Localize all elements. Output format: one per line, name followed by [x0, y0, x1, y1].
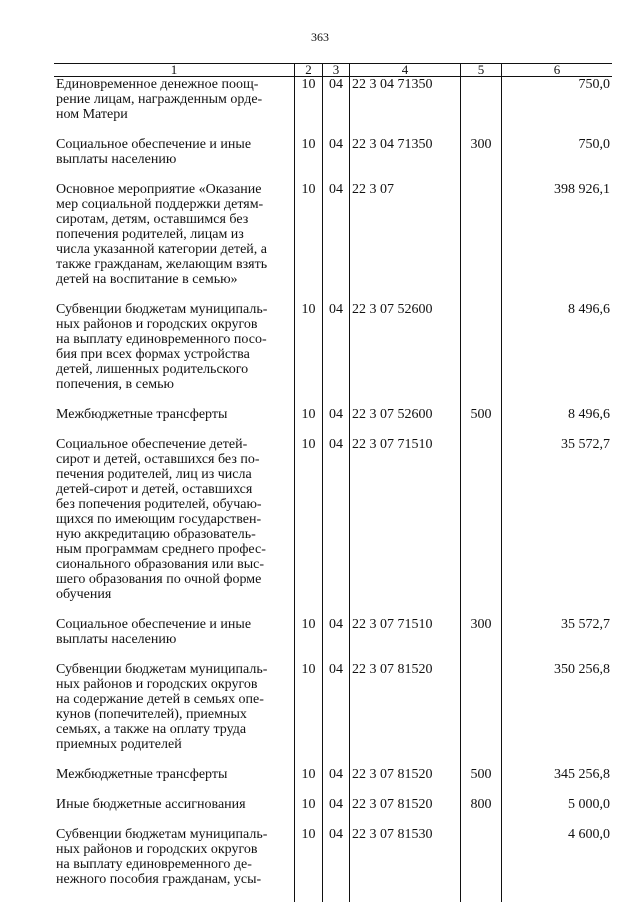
cell-pr — [323, 797, 350, 827]
row-name-line: ных районов и городских округов — [56, 677, 258, 692]
row-name-line: числа указанной категории детей, а — [56, 242, 267, 257]
cell-csr — [350, 137, 461, 182]
row-name-line: ных районов и городских округов — [56, 317, 258, 332]
cell-csr — [350, 617, 461, 662]
table-row — [54, 137, 612, 182]
cell-csr-value: 22 3 07 81520 — [352, 662, 433, 677]
cell-pr — [323, 767, 350, 797]
cell-vr-value: 500 — [470, 407, 492, 422]
cell-pr-value: 04 — [329, 137, 343, 152]
row-name-line: шего образования по очной форме — [56, 572, 262, 587]
row-name-line: печения родителей, лиц из числа — [56, 467, 252, 482]
cell-csr — [350, 662, 461, 767]
table-row — [54, 617, 612, 662]
cell-sum-value: 35 572,7 — [561, 617, 610, 632]
row-name-line: рение лицам, награжденным орде- — [56, 92, 263, 107]
cell-rz — [295, 767, 323, 797]
row-name-line: Единовременное денежное поощ- — [56, 77, 259, 92]
row-name-line: нежного пособия гражданам, усы- — [56, 872, 262, 887]
row-name-line: Социальное обеспечение и иные — [56, 137, 252, 152]
cell-sum-value: 750,0 — [578, 137, 610, 152]
cell-name — [54, 437, 295, 617]
table-row — [54, 797, 612, 827]
cell-rz — [295, 407, 323, 437]
cell-rz-value: 10 — [301, 77, 316, 92]
cell-sum — [502, 437, 613, 617]
col-header-1: 1 — [54, 64, 295, 77]
row-name-line: попечения родителей, лицам из — [56, 227, 244, 242]
cell-vr — [461, 767, 502, 797]
cell-pr-value: 04 — [329, 797, 343, 812]
row-name-line: Межбюджетные трансферты — [56, 767, 228, 782]
row-name-line: приемных родителей — [56, 737, 182, 752]
row-name-line: Межбюджетные трансферты — [56, 407, 228, 422]
cell-rz — [295, 617, 323, 662]
cell-csr — [350, 767, 461, 797]
header-row — [54, 64, 612, 77]
table-row — [54, 437, 612, 617]
cell-csr — [350, 77, 461, 138]
row-name-line: ных районов и городских округов — [56, 842, 258, 857]
table-row — [54, 77, 612, 138]
cell-csr-value: 22 3 07 71510 — [352, 437, 433, 452]
cell-rz — [295, 662, 323, 767]
row-name-line: ном Матери — [56, 107, 128, 122]
cell-pr — [323, 182, 350, 302]
cell-csr-value: 22 3 04 71350 — [352, 137, 433, 152]
cell-csr-value: 22 3 07 52600 — [352, 407, 433, 422]
row-name-line: попечения, в семью — [56, 377, 174, 392]
cell-vr — [461, 437, 502, 617]
cell-name — [54, 407, 295, 437]
cell-pr-value: 04 — [329, 662, 343, 677]
cell-vr — [461, 137, 502, 182]
cell-vr-value: 500 — [470, 767, 492, 782]
cell-pr — [323, 302, 350, 407]
cell-pr — [323, 617, 350, 662]
cell-pr — [323, 662, 350, 767]
cell-csr-value: 22 3 07 81530 — [352, 827, 433, 842]
cell-csr-value: 22 3 07 — [352, 182, 394, 197]
cell-sum — [502, 77, 613, 138]
row-name-line: Основное мероприятие «Оказание — [56, 182, 262, 197]
row-name-line: семьях, а также на оплату труда — [56, 722, 247, 737]
cell-csr — [350, 797, 461, 827]
page-number: 363 — [311, 30, 329, 44]
cell-pr-value: 04 — [329, 182, 343, 197]
row-name-line: выплаты населению — [56, 152, 177, 167]
cell-rz-value: 10 — [301, 182, 316, 197]
row-name-line: Субвенции бюджетам муниципаль- — [56, 662, 268, 677]
cell-rz — [295, 77, 323, 138]
cell-sum-value: 398 926,1 — [554, 182, 610, 197]
cell-name — [54, 137, 295, 182]
row-name-line: детей на воспитание в семью» — [56, 272, 238, 287]
table-row — [54, 662, 612, 767]
cell-rz-value: 10 — [301, 662, 316, 677]
col-header-4: 4 — [350, 64, 461, 77]
row-name-line: на содержание детей в семьях опе- — [56, 692, 264, 707]
cell-name — [54, 182, 295, 302]
cell-pr-value: 04 — [329, 407, 343, 422]
table-row — [54, 827, 612, 902]
cell-sum-value: 5 000,0 — [568, 797, 610, 812]
row-name-line: кунов (попечителей), приемных — [56, 707, 247, 722]
row-name-line: сирот и детей, оставшихся без по- — [56, 452, 260, 467]
cell-rz — [295, 137, 323, 182]
row-name-line: ную аккредитацию образователь- — [56, 527, 256, 542]
cell-sum — [502, 182, 613, 302]
cell-name — [54, 797, 295, 827]
cell-pr-value: 04 — [329, 437, 343, 452]
row-name-line: без попечения родителей, обучаю- — [56, 497, 262, 512]
row-name-line: на выплату единовременного де- — [56, 857, 252, 872]
row-name-line: также гражданам, желающим взять — [56, 257, 268, 272]
cell-csr-value: 22 3 04 71350 — [352, 77, 433, 92]
cell-sum-value: 345 256,8 — [554, 767, 610, 782]
cell-sum — [502, 137, 613, 182]
cell-csr-value: 22 3 07 52600 — [352, 302, 433, 317]
row-name-line: бия при всех формах устройства — [56, 347, 250, 362]
cell-vr — [461, 77, 502, 138]
table-row — [54, 302, 612, 407]
cell-rz — [295, 827, 323, 902]
cell-csr — [350, 407, 461, 437]
cell-csr-value: 22 3 07 81520 — [352, 797, 433, 812]
cell-name — [54, 77, 295, 138]
cell-rz-value: 10 — [301, 617, 316, 632]
cell-sum — [502, 662, 613, 767]
cell-rz — [295, 182, 323, 302]
row-name-line: детей-сирот и детей, оставшихся — [56, 482, 253, 497]
cell-sum-value: 4 600,0 — [568, 827, 610, 842]
cell-vr — [461, 407, 502, 437]
row-name-line: Социальное обеспечение детей- — [56, 437, 248, 452]
row-name-line: Иные бюджетные ассигнования — [56, 797, 246, 812]
cell-sum — [502, 767, 613, 797]
cell-name — [54, 767, 295, 797]
budget-table — [54, 63, 612, 902]
cell-sum — [502, 302, 613, 407]
cell-name — [54, 827, 295, 902]
cell-pr — [323, 77, 350, 138]
row-name-line: Субвенции бюджетам муниципаль- — [56, 827, 268, 842]
cell-pr-value: 04 — [329, 77, 343, 92]
cell-sum-value: 350 256,8 — [554, 662, 610, 677]
cell-vr — [461, 827, 502, 902]
cell-sum-value: 8 496,6 — [568, 407, 610, 422]
cell-name — [54, 617, 295, 662]
cell-name — [54, 302, 295, 407]
cell-sum-value: 750,0 — [578, 77, 610, 92]
row-name-line: сионального образования или выс- — [56, 557, 265, 572]
row-name-line: обучения — [56, 587, 112, 602]
cell-csr — [350, 827, 461, 902]
row-name-line: Субвенции бюджетам муниципаль- — [56, 302, 268, 317]
cell-csr-value: 22 3 07 71510 — [352, 617, 433, 632]
cell-vr — [461, 182, 502, 302]
cell-vr-value: 800 — [470, 797, 492, 812]
row-name-line: мер социальной поддержки детям- — [56, 197, 264, 212]
col-header-6: 6 — [502, 64, 613, 77]
col-header-2: 2 — [295, 64, 323, 77]
cell-rz-value: 10 — [301, 302, 316, 317]
cell-pr-value: 04 — [329, 302, 343, 317]
row-name-line: на выплату единовременного посо- — [56, 332, 267, 347]
cell-csr — [350, 302, 461, 407]
col-header-5: 5 — [461, 64, 502, 77]
cell-rz-value: 10 — [301, 437, 316, 452]
cell-rz-value: 10 — [301, 407, 316, 422]
cell-csr — [350, 437, 461, 617]
cell-sum — [502, 827, 613, 902]
cell-rz — [295, 437, 323, 617]
cell-sum-value: 8 496,6 — [568, 302, 610, 317]
cell-vr — [461, 617, 502, 662]
table-row — [54, 767, 612, 797]
row-name-line: детей, лишенных родительского — [56, 362, 249, 377]
cell-vr — [461, 302, 502, 407]
cell-name — [54, 662, 295, 767]
cell-rz — [295, 302, 323, 407]
cell-pr — [323, 137, 350, 182]
cell-vr — [461, 797, 502, 827]
cell-pr-value: 04 — [329, 827, 343, 842]
cell-vr-value: 300 — [470, 617, 492, 632]
cell-rz-value: 10 — [301, 797, 316, 812]
row-name-line: ным программам среднего профес- — [56, 542, 266, 557]
cell-sum — [502, 617, 613, 662]
cell-csr-value: 22 3 07 81520 — [352, 767, 433, 782]
table-row — [54, 182, 612, 302]
row-name-line: Социальное обеспечение и иные — [56, 617, 252, 632]
cell-pr — [323, 827, 350, 902]
cell-csr — [350, 182, 461, 302]
cell-sum-value: 35 572,7 — [561, 437, 610, 452]
cell-vr — [461, 662, 502, 767]
col-header-3: 3 — [323, 64, 350, 77]
cell-rz-value: 10 — [301, 137, 316, 152]
row-name-line: щихся по имеющим государствен- — [56, 512, 262, 527]
cell-pr — [323, 437, 350, 617]
table-row — [54, 407, 612, 437]
cell-vr-value: 300 — [470, 137, 492, 152]
cell-sum — [502, 407, 613, 437]
cell-pr — [323, 407, 350, 437]
cell-pr-value: 04 — [329, 617, 343, 632]
cell-pr-value: 04 — [329, 767, 343, 782]
cell-rz — [295, 797, 323, 827]
row-name-line: сиротам, детям, оставшимся без — [56, 212, 249, 227]
row-name-line: выплаты населению — [56, 632, 177, 647]
cell-rz-value: 10 — [301, 767, 316, 782]
cell-sum — [502, 797, 613, 827]
cell-rz-value: 10 — [301, 827, 316, 842]
